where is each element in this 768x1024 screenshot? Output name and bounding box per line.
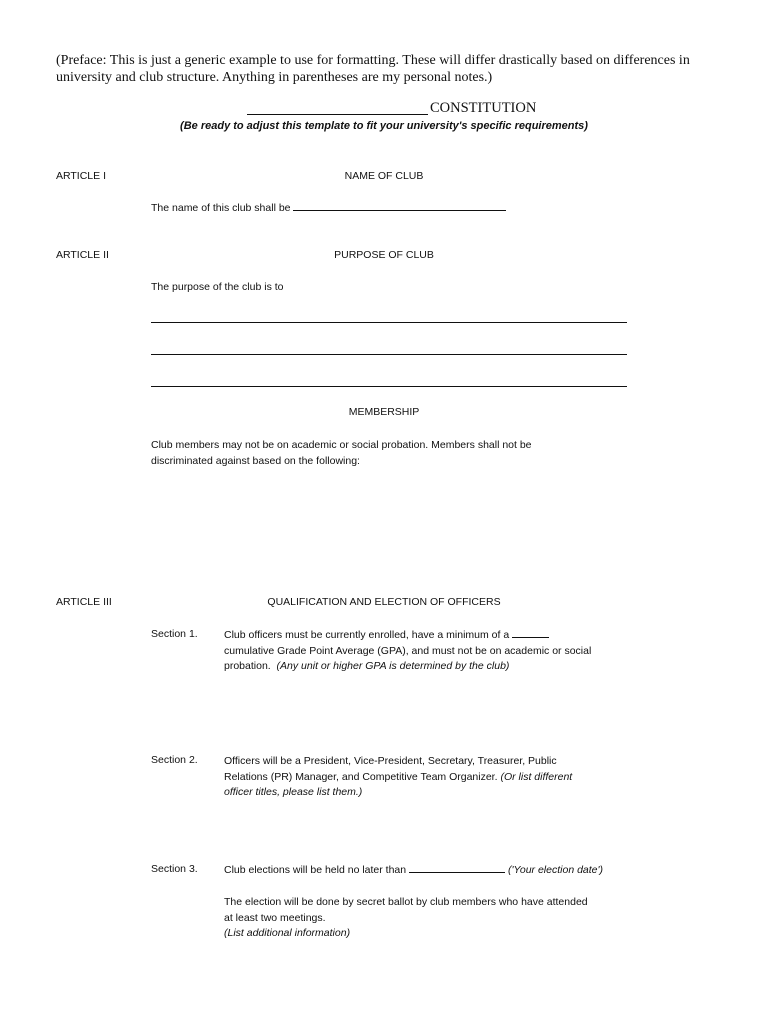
club-name-blank[interactable] xyxy=(293,201,506,211)
article-2-label: ARTICLE II xyxy=(56,249,109,261)
section-1-note: (Any unit or higher GPA is determined by the club) xyxy=(276,660,510,672)
article-1-text-line xyxy=(151,201,506,217)
section-3-line-1-text: Club elections will be held no later than xyxy=(224,864,407,876)
section-3-para-1: The election will be done by secret ballot by club members who have attended xyxy=(224,896,588,908)
section-3-paragraph xyxy=(224,895,634,942)
section-2-line-2-text: Relations (PR) Manager, and Competitive Team Organizer. xyxy=(224,770,498,783)
purpose-blank-line[interactable] xyxy=(151,322,627,323)
preface-note: (Preface: This is just a generic example to use for formatting. These will differ drastically based on differences in university and club structure. Anything in parentheses are my personal notes.) xyxy=(56,53,690,85)
section-1-body xyxy=(224,628,634,675)
purpose-blank-line[interactable] xyxy=(151,354,627,355)
article-2-text: The purpose of the club is to xyxy=(151,281,284,293)
membership-line-1: Club members may not be on academic or social probation. Members shall not be xyxy=(151,439,532,451)
section-3-note: ('Your election date') xyxy=(507,864,604,876)
section-3-para-2: at least two meetings. xyxy=(224,911,326,924)
section-2-body xyxy=(224,754,634,801)
section-2-note-2: officer titles, please list them.) xyxy=(224,786,363,798)
document-subtitle: (Be ready to adjust this template to fit your university's specific requirements) xyxy=(180,120,588,132)
article-3-label: ARTICLE III xyxy=(56,596,112,608)
section-2-label: Section 2. xyxy=(151,754,198,766)
section-3-para-3: (List additional information) xyxy=(224,927,351,939)
purpose-blank-line[interactable] xyxy=(151,386,627,387)
section-2-line-2 xyxy=(224,770,634,786)
section-3-line-1 xyxy=(224,863,634,879)
section-1-line-3-text: probation. xyxy=(224,660,271,672)
section-3-body xyxy=(224,863,634,879)
article-3-heading: QUALIFICATION AND ELECTION OF OFFICERS xyxy=(267,596,501,608)
section-1-label: Section 1. xyxy=(151,628,198,640)
article-1-heading: NAME OF CLUB xyxy=(344,170,424,182)
article-1-text: The name of this club shall be xyxy=(151,202,291,214)
document-title: CONSTITUTION xyxy=(430,100,537,116)
membership-heading: MEMBERSHIP xyxy=(348,406,420,418)
election-date-blank[interactable] xyxy=(409,863,505,873)
section-1-line-1-text: Club officers must be currently enrolled, have a minimum of a xyxy=(224,629,510,641)
section-1-line-2: cumulative Grade Point Average (GPA), and must not be on academic or social xyxy=(224,644,592,657)
article-1-label: ARTICLE I xyxy=(56,170,106,182)
article-2-heading: PURPOSE OF CLUB xyxy=(334,249,434,261)
section-3-label: Section 3. xyxy=(151,863,198,875)
gpa-blank[interactable] xyxy=(512,628,549,638)
section-2-note-1: (Or list different xyxy=(500,770,573,783)
club-name-title-blank[interactable] xyxy=(247,114,428,115)
section-1-line-1 xyxy=(224,628,634,644)
section-1-line-3 xyxy=(224,659,634,675)
membership-line-2: discriminated against based on the following: xyxy=(151,455,360,467)
section-2-line-1: Officers will be a President, Vice-President, Secretary, Treasurer, Public xyxy=(224,755,557,767)
